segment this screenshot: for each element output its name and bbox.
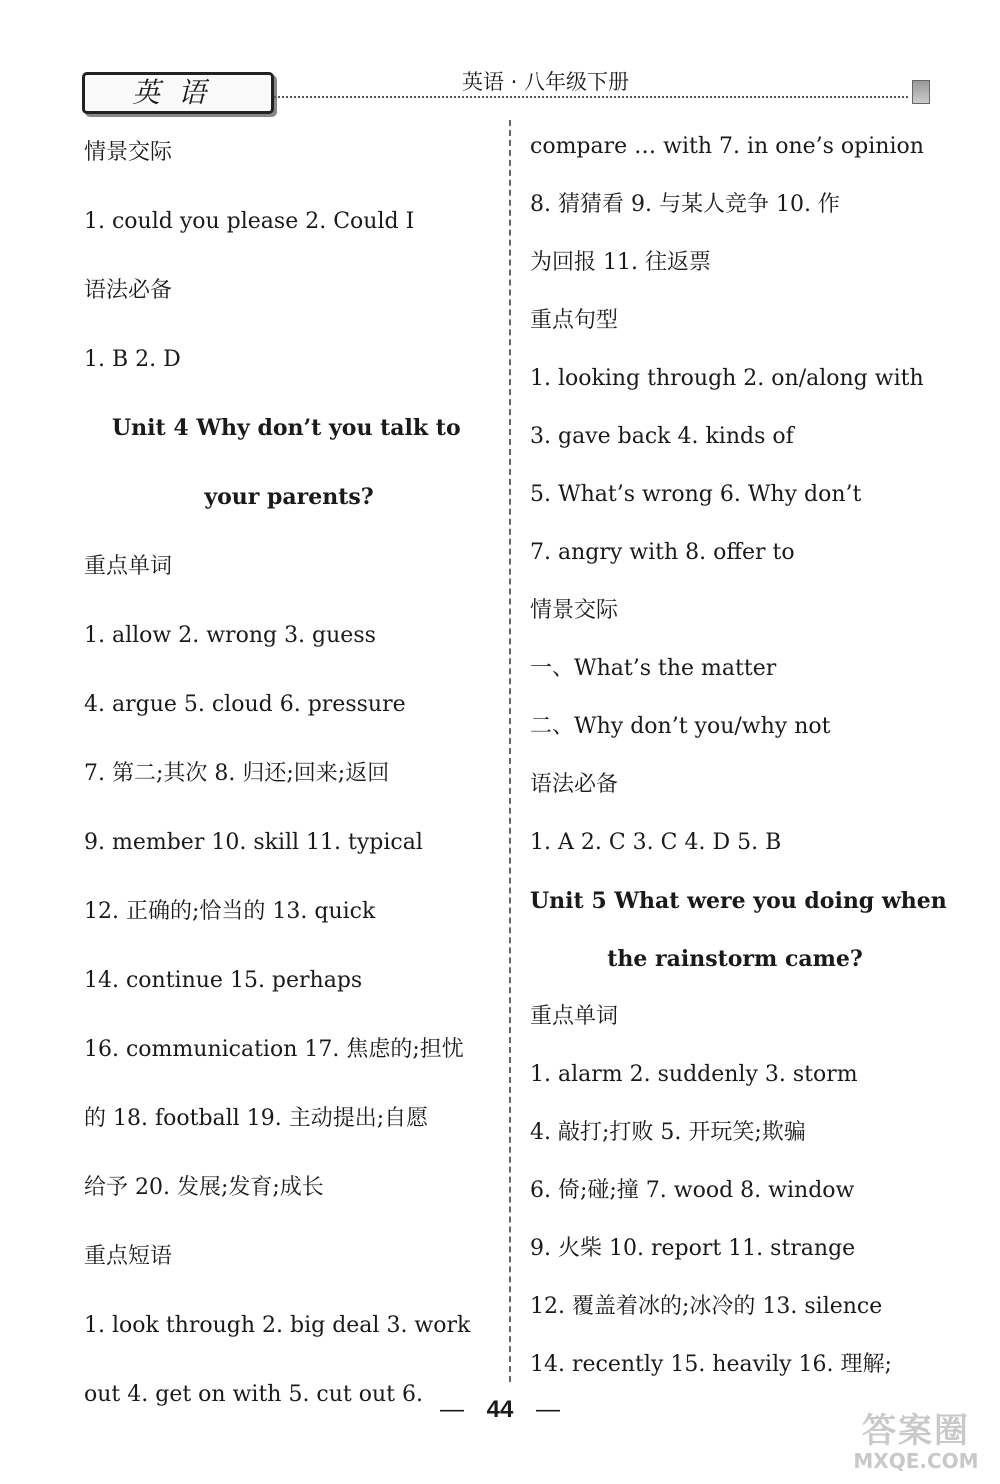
answer-line: compare … with 7. in one’s opinion xyxy=(530,134,924,159)
answer-line: 给予 20. 发展;发育;成长 xyxy=(84,1175,324,1200)
section-heading: 重点单词 xyxy=(84,554,173,579)
answer-line: 16. communication 17. 焦虑的;担忧 xyxy=(84,1037,464,1062)
answer-line: 1. allow 2. wrong 3. guess xyxy=(84,623,376,648)
book-title: 英语 · 八年级下册 xyxy=(462,70,630,94)
answer-line: out 4. get on with 5. cut out 6. xyxy=(84,1382,423,1407)
answer-line: 9. member 10. skill 11. typical xyxy=(84,830,423,855)
section-heading: 语法必备 xyxy=(84,278,173,303)
footer-dash-left: — xyxy=(439,1396,464,1423)
answer-line: 3. gave back 4. kinds of xyxy=(530,424,794,449)
page-corner-mark-icon xyxy=(912,80,930,104)
answer-line: 12. 正确的;恰当的 13. quick xyxy=(84,899,376,924)
answer-line: 12. 覆盖着冰的;冰冷的 13. silence xyxy=(530,1294,883,1319)
section-heading: 情景交际 xyxy=(84,140,173,165)
answer-line: 6. 倚;碰;撞 7. wood 8. window xyxy=(530,1178,855,1203)
answer-line: 为回报 11. 往返票 xyxy=(530,250,711,275)
unit-title-continued: the rainstorm came? xyxy=(607,946,863,972)
answer-line: 1. B 2. D xyxy=(84,347,181,372)
answer-line: 的 18. football 19. 主动提出;自愿 xyxy=(84,1106,429,1131)
watermark-text: 答案圈 xyxy=(862,1411,970,1451)
section-heading: 重点短语 xyxy=(84,1244,173,1269)
answer-line: 1. look through 2. big deal 3. work xyxy=(84,1313,471,1338)
column-divider xyxy=(509,120,511,1382)
answer-line: 1. A 2. C 3. C 4. D 5. B xyxy=(530,830,782,855)
unit-title: Unit 4 Why don’t you talk to xyxy=(112,415,461,441)
section-heading: 重点单词 xyxy=(530,1004,619,1029)
answer-line: 8. 猜猜看 9. 与某人竞争 10. 作 xyxy=(530,192,840,217)
watermark-url: MXQE.COM xyxy=(853,1449,979,1473)
answer-line: 1. looking through 2. on/along with xyxy=(530,366,924,391)
answer-line: 14. recently 15. heavily 16. 理解; xyxy=(530,1352,892,1377)
section-heading: 语法必备 xyxy=(530,772,619,797)
unit-title-continued: your parents? xyxy=(204,484,374,510)
answer-line: 二、Why don’t you/why not xyxy=(530,714,831,739)
section-heading: 重点句型 xyxy=(530,308,619,333)
subject-label: 英语 xyxy=(82,72,274,114)
left-column xyxy=(84,118,494,1429)
answer-line: 14. continue 15. perhaps xyxy=(84,968,363,993)
page-number: 44 xyxy=(486,1396,514,1423)
answer-line: 5. What’s wrong 6. Why don’t xyxy=(530,482,862,507)
unit-title: Unit 5 What were you doing when xyxy=(530,888,947,914)
answer-line: 1. alarm 2. suddenly 3. storm xyxy=(530,1062,858,1087)
header-dotted-line xyxy=(274,96,908,98)
watermark-logo xyxy=(846,1412,986,1476)
answer-line: 1. could you please 2. Could I xyxy=(84,209,415,234)
answer-line: 7. 第二;其次 8. 归还;回来;返回 xyxy=(84,761,390,786)
answer-line: 4. 敲打;打败 5. 开玩笑;欺骗 xyxy=(530,1120,806,1145)
answer-line: 9. 火柴 10. report 11. strange xyxy=(530,1236,856,1261)
section-heading: 情景交际 xyxy=(530,598,619,623)
page-header xyxy=(82,66,942,116)
answer-line: 一、What’s the matter xyxy=(530,656,777,681)
right-column xyxy=(530,118,947,1394)
answer-line: 7. angry with 8. offer to xyxy=(530,540,795,565)
answer-line: 4. argue 5. cloud 6. pressure xyxy=(84,692,406,717)
footer-dash-right: — xyxy=(536,1396,561,1423)
